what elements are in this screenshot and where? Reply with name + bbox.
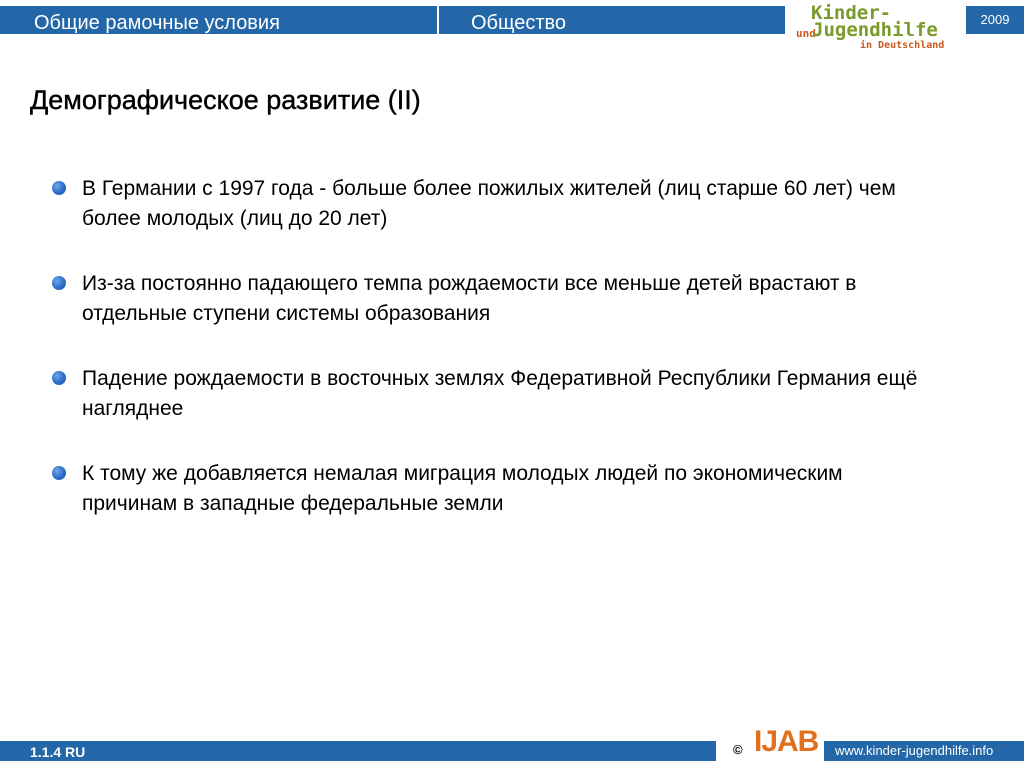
- footer-url-link[interactable]: www.kinder-jugendhilfe.info: [835, 743, 994, 758]
- header-subsection-bar: [439, 6, 785, 34]
- bullet-text: В Германии с 1997 года - больше более пожилых жителей (лиц старше 60 лет) чем более молодых (лиц до 20 лет): [82, 177, 896, 230]
- slide-number: 1.1.4 RU: [30, 744, 86, 760]
- header-section-label: Общие рамочные условия: [34, 12, 280, 34]
- kinder-jugendhilfe-logo: [796, 2, 962, 54]
- bullet-dot-icon: [52, 181, 66, 195]
- bullet-item: [50, 174, 930, 234]
- bullet-dot-icon: [52, 276, 66, 290]
- year-badge: [966, 6, 1024, 34]
- copyright-symbol: ©: [733, 742, 743, 757]
- slide-title: Демографическое развитие (II): [30, 85, 421, 115]
- header-section-bar: [0, 6, 437, 34]
- logo-line-2: Jugendhilfe: [812, 19, 938, 41]
- bullet-item: [50, 364, 930, 424]
- bullet-item: [50, 269, 930, 329]
- logo-und: und: [796, 27, 816, 40]
- bullet-dot-icon: [52, 466, 66, 480]
- bullet-item: [50, 459, 930, 519]
- ijab-logo: IJAB: [754, 725, 819, 758]
- bullet-list: [50, 174, 930, 554]
- logo-line-3: in Deutschland: [860, 40, 945, 51]
- footer-slide-number-bar: [0, 741, 716, 761]
- year-label: 2009: [980, 12, 1010, 27]
- bullet-text: Из-за постоянно падающего темпа рождаемости все меньше детей врастают в отдельные ступени системы образования: [82, 272, 857, 325]
- footer-url-bar: [824, 741, 1024, 761]
- header-subsection-label: Общество: [471, 12, 567, 34]
- logo-line-1: Kinder-: [811, 2, 892, 24]
- bullet-text: Падение рождаемости в восточных землях Федеративной Республики Германия ещё нагляднее: [82, 367, 918, 420]
- bullet-text: К тому же добавляется немалая миграция молодых людей по экономическим причинам в западные федеральные земли: [82, 462, 843, 515]
- bullet-dot-icon: [52, 371, 66, 385]
